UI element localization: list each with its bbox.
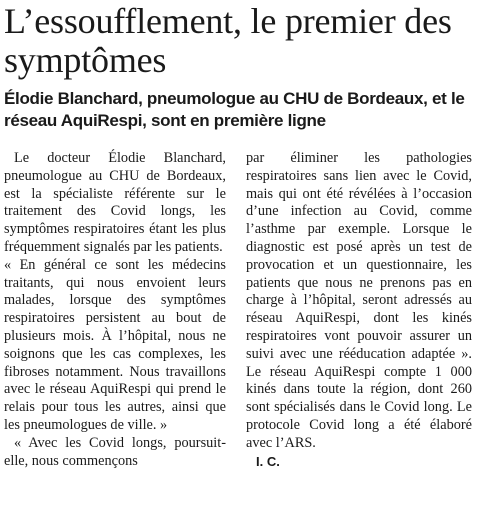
article-headline: L’essoufflement, le premier des symptômes <box>4 1 452 80</box>
article-paragraph: Le docteur Élodie Blanchard, pneumologue au CHU de Bordeaux, est la spécialiste référente sur le traitement des Covid longs, les symptômes respiratoires étant les plus fréquemment signalés par les patients. <box>4 150 226 255</box>
article-paragraph: « Avec les Covid longs, poursuit-elle, nous commençons <box>4 434 226 469</box>
article-paragraph: « En général ce sont les médecins traitants, qui nous envoient leurs malades, lorsque des symptômes respiratoires persistent au bout de plusieurs mois. À l’hôpital, nous ne soignons que les cas complexes, les fibroses notamment. Nous travaillons avec le réseau AquiRespi qui prend le relais pour tous les autres, ainsi que les pneumologues de ville. » <box>4 256 226 433</box>
article-subheadline: Élodie Blanchard, pneumologue au CHU de Bordeaux, et le réseau AquiRespi, sont en première ligne <box>4 89 465 130</box>
article-column-right <box>246 150 472 470</box>
article-paragraph: par éliminer les pathologies respiratoires sans lien avec le Covid, mais qui ont été révélées à l’occasion d’une infection au Covid, comme l’asthme par exemple. Lorsque le diagnostic est posé après un test de provocation et un questionnaire, les patients que nous ne prenons pas en charge à l’hôpital, seront adressés au réseau AquiRespi, dont les kinés respiratoires vont pouvoir assurer un suivi avec une rééducation adaptée ». Le réseau AquiRespi compte 1 000 kinés dans toute la région, dont 260 sont spécialisés dans le Covid long. Le protocole Covid long a été élaboré avec l’ARS. <box>246 150 472 451</box>
article-byline: I. C. <box>256 453 280 469</box>
article-column-left <box>4 150 226 470</box>
